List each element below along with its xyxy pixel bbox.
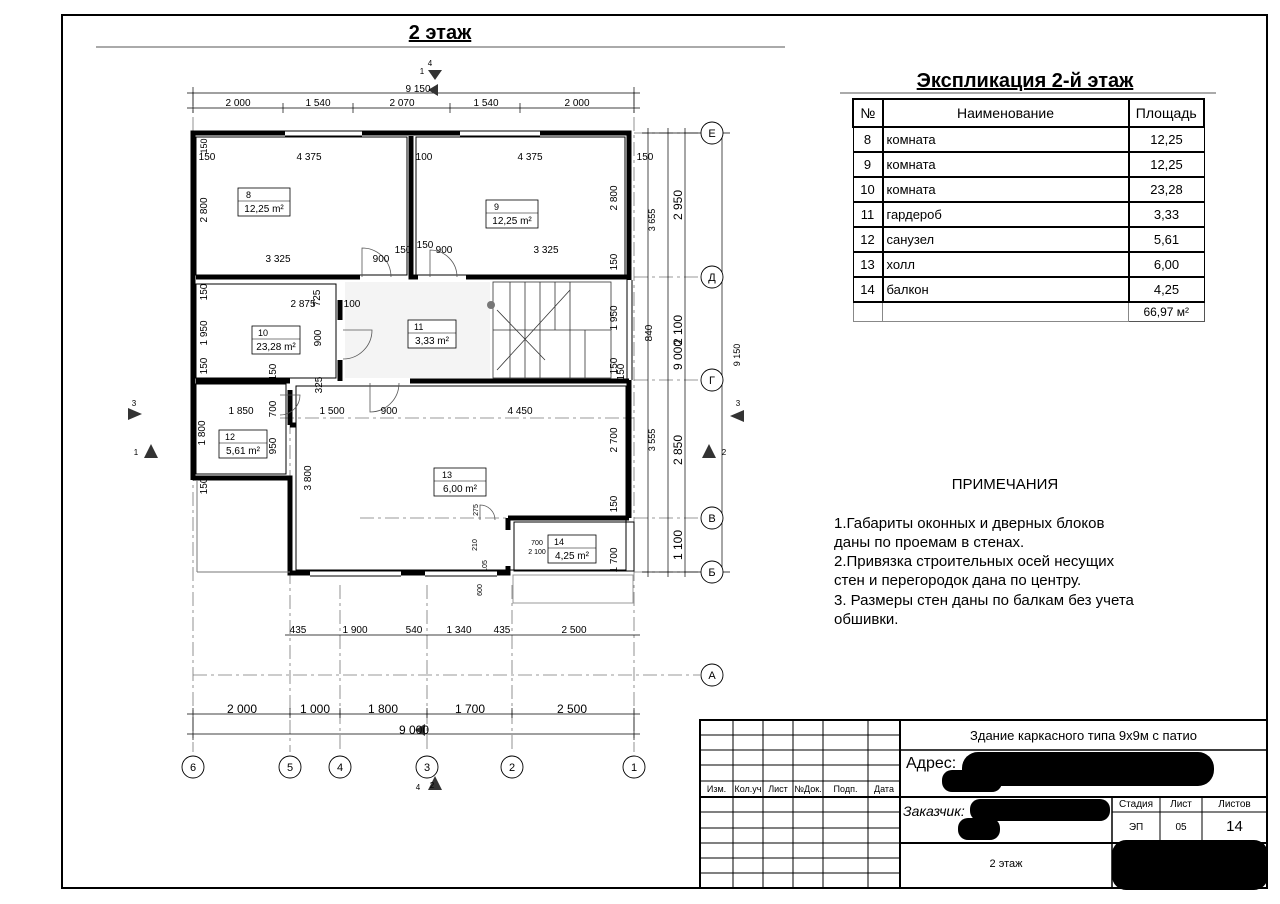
explication-title: Экспликация 2-й этаж <box>916 70 1134 92</box>
explication-row <box>853 227 1204 252</box>
tb-col: №Док. <box>794 784 822 794</box>
sheet-title: 2 этаж <box>408 22 472 44</box>
dimension-label: 150 <box>199 477 210 495</box>
dimension-label: 105 <box>482 560 489 572</box>
dimension-label: 435 <box>289 625 307 636</box>
dimension-label: 150 <box>609 495 620 513</box>
dimension-label: 1 340 <box>446 625 472 636</box>
room-area: 12,25 m² <box>244 204 284 215</box>
dimension-label: 3 555 <box>647 428 657 452</box>
explication-row <box>853 202 1204 227</box>
explication-total: 66,97 м² <box>1129 302 1205 322</box>
explication-row-number: 8 <box>853 127 883 152</box>
dimension-label: 2 800 <box>199 197 210 223</box>
dimension-label: 1 500 <box>319 406 345 417</box>
dimension-label: 2 070 <box>389 98 415 109</box>
tb-sheets-header: Листов <box>1218 799 1251 810</box>
explication-table <box>852 98 1205 322</box>
note-line: 3. Размеры стен даны по балкам без учета <box>834 592 1134 609</box>
dimension-label: 9 000 <box>671 339 685 371</box>
dimension-label: 700 <box>531 540 543 547</box>
tb-col: Кол.уч <box>734 784 762 794</box>
note-line: обшивки. <box>834 611 899 628</box>
explication-row-area: 6,00 <box>1129 252 1205 277</box>
dimension-label: 150 <box>616 363 627 381</box>
dimension-label: 700 <box>268 400 279 418</box>
explication-row-number: 13 <box>853 252 883 277</box>
axis-number: 4 <box>336 762 344 774</box>
tb-col: Дата <box>874 784 894 794</box>
section-mark-label: 2 <box>429 781 435 790</box>
room-number: 11 <box>414 322 424 332</box>
tb-col: Лист <box>768 784 788 794</box>
dimension-label: 1 540 <box>305 98 331 109</box>
room-area: 4,25 m² <box>555 551 589 562</box>
explication-row-area: 4,25 <box>1129 277 1205 302</box>
explication-row-area: 23,28 <box>1129 177 1205 202</box>
room-area: 3,33 m² <box>415 336 449 347</box>
dimension-label: 950 <box>268 437 279 455</box>
dimension-label: 1 540 <box>473 98 499 109</box>
section-mark-label: 2 <box>721 448 727 457</box>
dimension-label: 150 <box>609 253 620 271</box>
dimension-label: 435 <box>493 625 511 636</box>
tb-project: Здание каркасного типа 9х9м с патио <box>970 728 1197 743</box>
explication-row-area: 5,61 <box>1129 227 1205 252</box>
dimension-label: 1 950 <box>609 305 620 331</box>
dimension-label: 150 <box>198 152 216 163</box>
room-area: 23,28 m² <box>256 342 296 353</box>
dimension-label: 150 <box>609 357 620 375</box>
explication-row-name: комната <box>883 127 1129 152</box>
explication-row <box>853 152 1204 177</box>
explication-row-area: 12,25 <box>1129 127 1205 152</box>
dimension-label: 150 <box>394 245 412 256</box>
dimension-label: 2 000 <box>226 702 258 716</box>
dimension-label: 900 <box>313 329 324 347</box>
explication-row <box>853 277 1204 302</box>
axis-letter: Б <box>708 567 716 579</box>
dimension-label: 600 <box>477 584 484 596</box>
dimension-label: 1 100 <box>671 529 685 561</box>
explication-row <box>853 177 1204 202</box>
room-number: 14 <box>554 537 565 547</box>
dimension-label: 9 150 <box>732 343 742 367</box>
dimension-label: 1 000 <box>299 702 331 716</box>
dimension-label: 3 325 <box>533 245 559 256</box>
dimension-label: 275 <box>473 504 480 516</box>
explication-row <box>853 127 1204 152</box>
room-number: 13 <box>442 470 453 480</box>
tb-sheets-count: 14 <box>1226 818 1243 835</box>
section-mark-label: 1 <box>133 448 139 457</box>
axis-number: 1 <box>630 762 638 774</box>
dimension-label: 150 <box>199 283 210 301</box>
section-mark-label: 3 <box>735 399 741 408</box>
dimension-label: 1 800 <box>197 420 208 446</box>
dimension-label: 2 100 <box>528 549 546 556</box>
note-line: даны по проемам в стенах. <box>834 534 1025 551</box>
axis-number: 6 <box>189 762 197 774</box>
explication-row-name: санузел <box>883 227 1129 252</box>
explication-row-number: 11 <box>853 202 883 227</box>
dimension-label: 2 000 <box>225 98 251 109</box>
tb-col: Изм. <box>706 784 727 794</box>
dimension-label: 540 <box>405 625 423 636</box>
section-mark-label: 4 <box>427 59 433 68</box>
tb-address-label: Адрес: <box>906 755 957 772</box>
dimension-label: 4 450 <box>507 406 533 417</box>
tb-col: Подп. <box>833 784 858 794</box>
note-line: 2.Привязка строительных осей несущих <box>834 553 1115 570</box>
dimension-label: 1 950 <box>199 320 210 346</box>
dimension-label: 100 <box>415 152 433 163</box>
explication-row-area: 3,33 <box>1129 202 1205 227</box>
explication-row-number: 14 <box>853 277 883 302</box>
axis-letter: Д <box>708 272 716 284</box>
explication-total-row <box>853 302 1204 322</box>
axis-letter: А <box>708 670 716 682</box>
note-line: стен и перегородок дана по центру. <box>834 572 1082 589</box>
axis-number: 3 <box>423 762 431 774</box>
dimension-label: 325 <box>314 376 325 394</box>
room-number: 12 <box>225 432 236 442</box>
room-area: 12,25 m² <box>492 216 532 227</box>
dimension-label: 2 850 <box>671 434 685 466</box>
section-mark-label: 1 <box>419 67 425 76</box>
axis-number: 2 <box>508 762 516 774</box>
dimension-label: 150 <box>268 363 279 381</box>
dimension-label: 2 500 <box>556 702 588 716</box>
tb-stage: ЭП <box>1128 822 1144 833</box>
room-number: 9 <box>494 202 500 212</box>
explication-row-name: гардероб <box>883 202 1129 227</box>
dimension-label: 100 <box>343 299 361 310</box>
room-area: 6,00 m² <box>443 484 477 495</box>
dimension-label: 9 000 <box>398 723 430 737</box>
dimension-label: 2 800 <box>609 185 620 211</box>
explication-row <box>853 252 1204 277</box>
note-line: 1.Габариты оконных и дверных блоков <box>834 515 1105 532</box>
tb-sheet-header: Лист <box>1170 799 1192 810</box>
dimension-label: 9 150 <box>405 84 431 95</box>
tb-stage-header: Стадия <box>1118 799 1154 810</box>
axis-letter: Е <box>708 128 716 140</box>
dimension-label: 3 655 <box>647 208 657 232</box>
dimension-label: 900 <box>372 254 390 265</box>
dimension-label: 2 100 <box>671 314 685 346</box>
dimension-label: 2 000 <box>564 98 590 109</box>
dimension-label: 210 <box>472 539 479 551</box>
explication-row-name: холл <box>883 252 1129 277</box>
dimension-label: 1 900 <box>342 625 368 636</box>
dimension-label: 2 950 <box>671 189 685 221</box>
dimension-label: 150 <box>416 240 434 251</box>
axis-letter: В <box>708 513 716 525</box>
explication-row-area: 12,25 <box>1129 152 1205 177</box>
dimension-label: 4 375 <box>296 152 322 163</box>
dimension-label: 2 875 <box>290 299 316 310</box>
dimension-label: 4 375 <box>517 152 543 163</box>
dimension-label: 900 <box>380 406 398 417</box>
tb-sheet-name: 2 этаж <box>989 858 1023 870</box>
axis-number: 5 <box>286 762 294 774</box>
dimension-label: 3 325 <box>265 254 291 265</box>
dimension-label: 1 700 <box>454 702 486 716</box>
col-area: Площадь <box>1129 99 1205 127</box>
dimension-label: 1 700 <box>609 547 620 573</box>
explication-row-number: 10 <box>853 177 883 202</box>
explication-row-name: комната <box>883 177 1129 202</box>
tb-client-label: Заказчик: <box>903 803 965 819</box>
dimension-label: 150 <box>199 138 209 154</box>
dimension-label: 2 500 <box>561 625 587 636</box>
dimension-label: 725 <box>312 289 323 307</box>
explication-row-number: 9 <box>853 152 883 177</box>
section-mark-label: 4 <box>415 783 421 792</box>
explication-row-name: комната <box>883 152 1129 177</box>
dimension-label: 150 <box>636 152 654 163</box>
notes-heading: ПРИМЕЧАНИЯ <box>951 476 1059 493</box>
col-number: № <box>853 99 883 127</box>
room-area: 5,61 m² <box>226 446 260 457</box>
axis-letter: Г <box>709 375 715 387</box>
room-number: 10 <box>258 328 269 338</box>
explication-row-number: 12 <box>853 227 883 252</box>
col-name: Наименование <box>883 99 1129 127</box>
tb-sheet-no: 05 <box>1175 822 1187 833</box>
explication-row-name: балкон <box>883 277 1129 302</box>
room-number: 8 <box>246 190 252 200</box>
dimension-label: 1 800 <box>367 702 399 716</box>
explication-header <box>853 99 1204 127</box>
dimension-label: 840 <box>644 324 655 342</box>
section-mark-label: 3 <box>131 399 137 408</box>
dimension-label: 1 850 <box>228 406 254 417</box>
dimension-label: 3 800 <box>303 465 314 491</box>
staircase <box>487 282 611 378</box>
dimension-label: 900 <box>435 245 453 256</box>
dimension-label: 2 700 <box>609 427 620 453</box>
dimension-label: 150 <box>199 357 210 375</box>
